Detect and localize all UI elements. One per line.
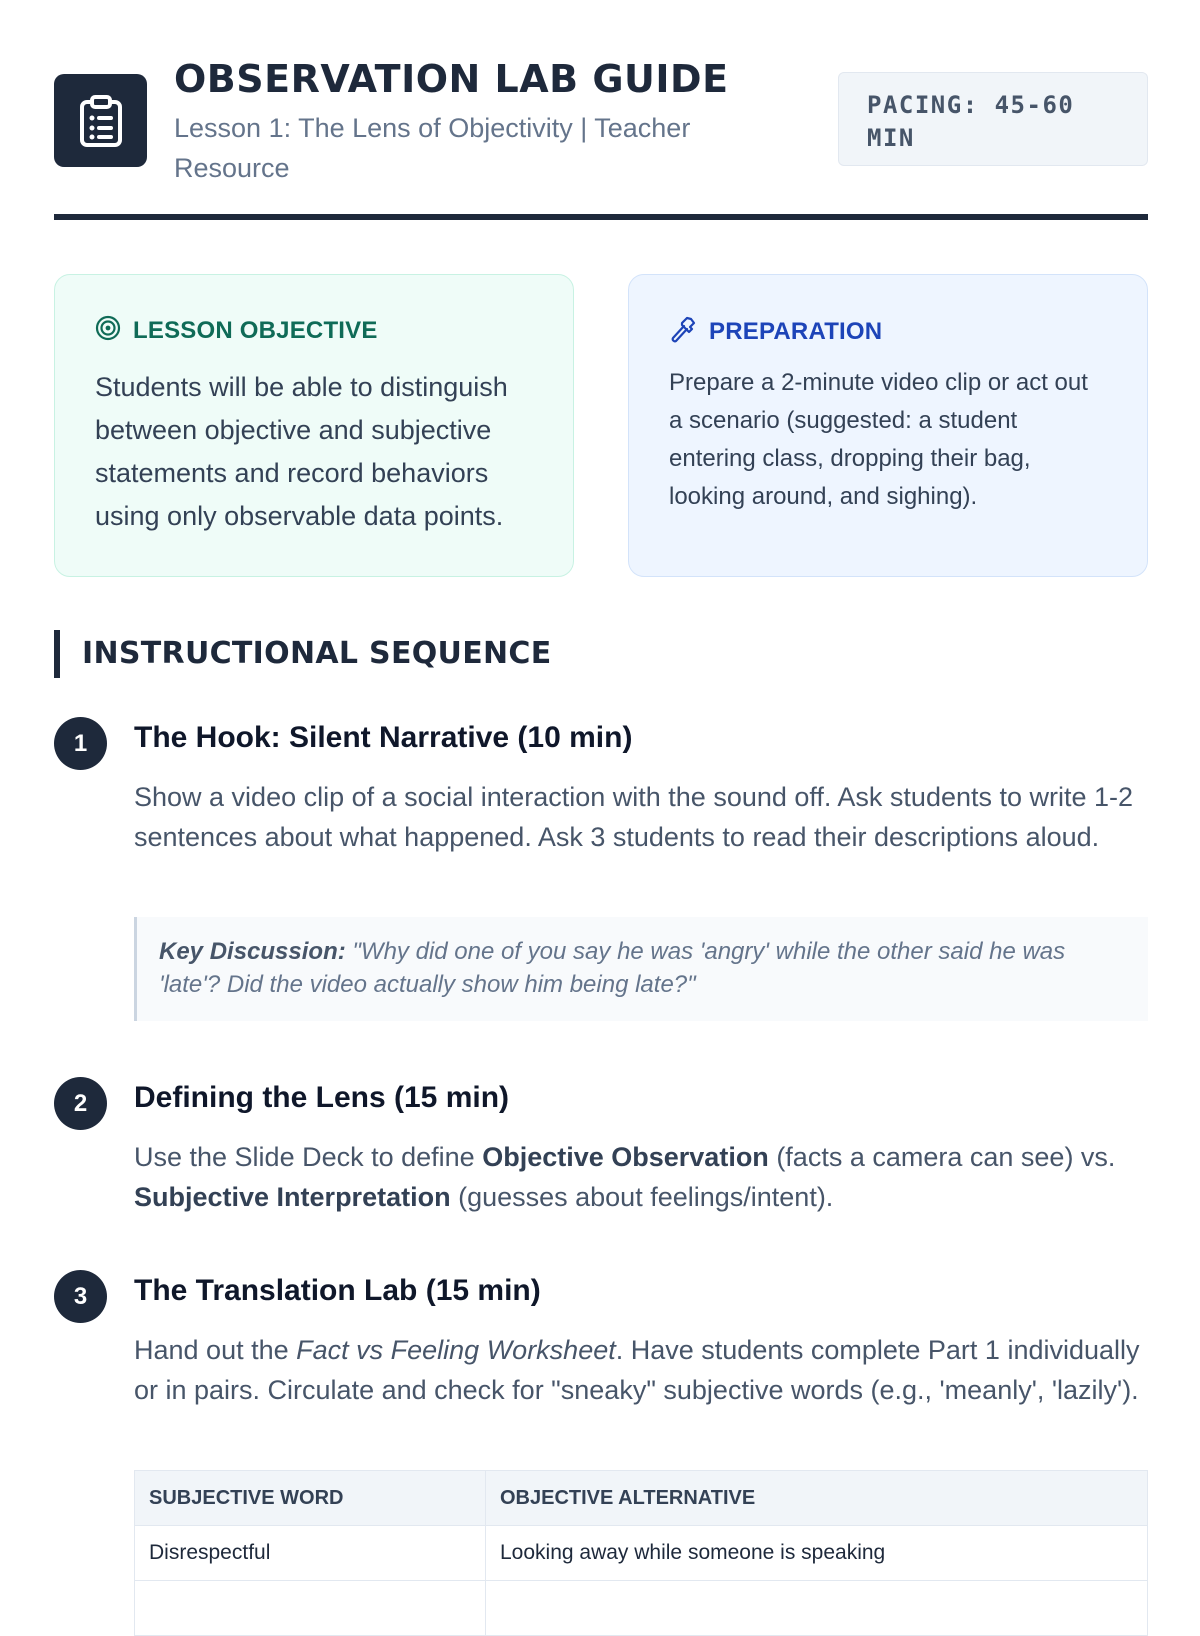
table-cell: Looking away while someone is speaking (486, 1526, 1148, 1581)
step-title: The Hook: Silent Narrative (10 min) (134, 721, 633, 754)
preparation-text: Prepare a 2-minute video clip or act out a scenario (suggested: a student entering class, dropping their bag, looking around, and sighing). (669, 369, 1088, 510)
objective-title: LESSON OBJECTIVE (133, 316, 378, 344)
lesson-objective-card (54, 274, 574, 577)
target-icon (95, 315, 121, 346)
step-number: 3 (54, 1270, 107, 1323)
preparation-title: PREPARATION (709, 317, 883, 345)
callout-text: "Why did one of you say he was 'angry' while the other said he was 'late'? Did the video actually show him being late?" (159, 938, 1066, 998)
step-title: Defining the Lens (15 min) (134, 1081, 510, 1114)
header-divider (54, 214, 1148, 220)
objective-text: Students will be able to distinguish between objective and subjective statements and record behaviors using only observable data points. (95, 372, 508, 531)
page-title: OBSERVATION LAB GUIDE (174, 57, 729, 101)
table-row (135, 1526, 1148, 1581)
step-title: The Translation Lab (15 min) (134, 1274, 541, 1307)
callout-label: Key Discussion: (159, 938, 346, 965)
step-description: Hand out the Fact vs Feeling Worksheet. Have students complete Part 1 individually or in pairs. Circulate and check for "sneaky" subjective words (e.g., 'meanly', 'lazily'). (134, 1335, 1140, 1405)
clipboard-icon (54, 74, 147, 167)
column-header: OBJECTIVE ALTERNATIVE (486, 1471, 1148, 1526)
page-header (54, 56, 1148, 196)
column-header: SUBJECTIVE WORD (135, 1471, 486, 1526)
page-subtitle: Lesson 1: The Lens of Objectivity | Teacher Resource (174, 113, 691, 183)
hammer-icon (669, 315, 697, 348)
term-objective-observation: Objective Observation (482, 1142, 769, 1172)
preparation-card (628, 274, 1148, 577)
pacing-badge: PACING: 45-60 MIN (838, 72, 1148, 166)
table-cell (486, 1581, 1148, 1636)
step-number: 2 (54, 1077, 107, 1130)
worksheet-name: Fact vs Feeling Worksheet (296, 1335, 616, 1365)
table-cell: Disrespectful (135, 1526, 486, 1581)
key-discussion-callout (134, 917, 1148, 1021)
table-header-row (135, 1471, 1148, 1526)
word-translation-table (134, 1470, 1148, 1636)
table-cell (135, 1581, 486, 1636)
table-row (135, 1581, 1148, 1636)
section-heading: INSTRUCTIONAL SEQUENCE (54, 630, 552, 678)
step-number: 1 (54, 717, 107, 770)
step-description: Use the Slide Deck to define Objective Observation (facts a camera can see) vs. Subjective Interpretation (guesses about feelings/intent). (134, 1142, 1116, 1212)
term-subjective-interpretation: Subjective Interpretation (134, 1182, 451, 1212)
step-description: Show a video clip of a social interaction with the sound off. Ask students to write 1-2 sentences about what happened. Ask 3 students to read their descriptions aloud. (134, 782, 1134, 852)
